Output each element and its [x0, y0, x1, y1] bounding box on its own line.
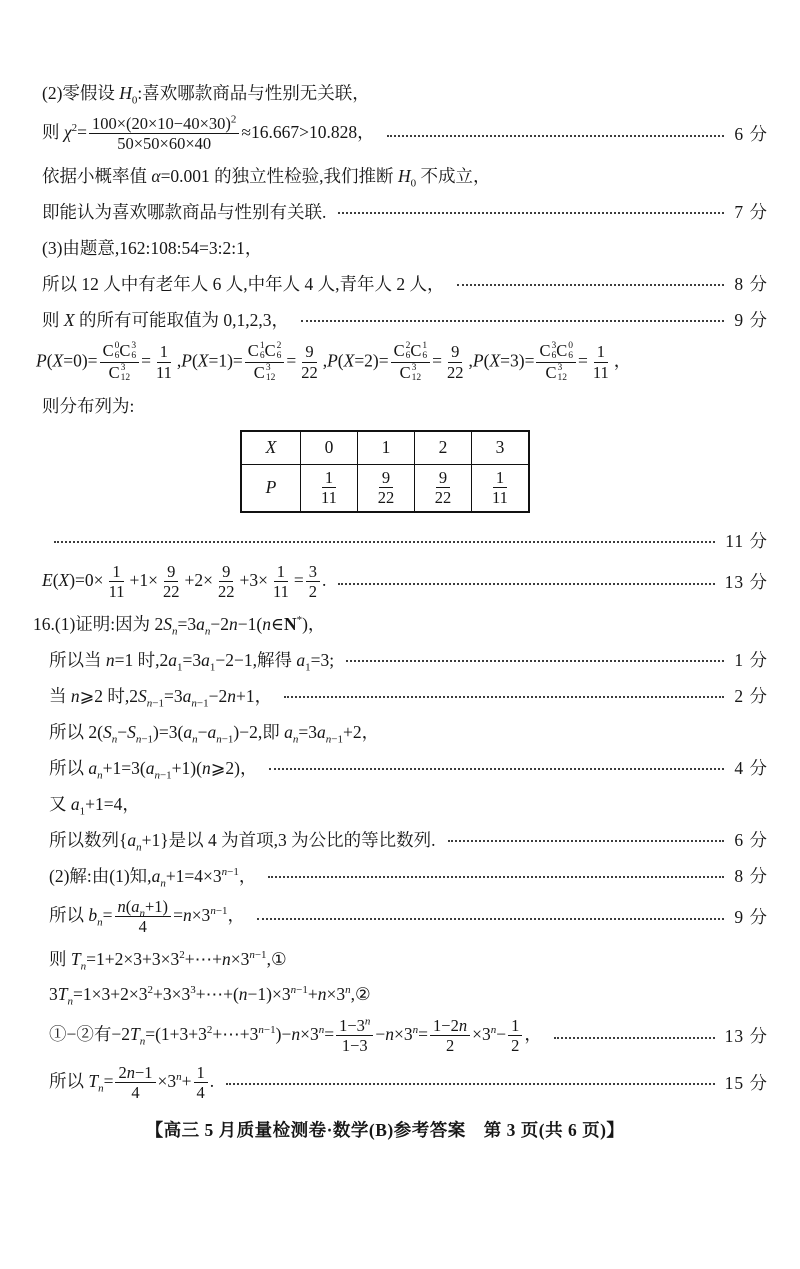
- line-text: (3)由题意,162:108:54=3:2:1，: [42, 237, 263, 258]
- page-footer: 【高三 5 月质量检测卷·数学(B)参考答案 第 3 页(共 6 页)】: [145, 1120, 625, 1141]
- line-text: 所以 $T_n=$ $\frac{2n-1}{4}$ $\times 3^n+$ $\frac{1}{4}$ .: [49, 1062, 215, 1102]
- answer-line: [0, 1016, 770, 1056]
- line-text: 当 n⩾2 时$,2S_{n-1}=3a_{n-1}-2n+1$，: [49, 685, 273, 710]
- line-text: (2)零假设 $H_0$:喜欢哪款商品与性别无关联，: [42, 83, 370, 107]
- table-cell: 2: [415, 431, 472, 465]
- score-label: 13 分: [724, 1026, 768, 1047]
- distribution-table: [240, 430, 530, 513]
- dotted-leader: [457, 284, 725, 286]
- answer-line: [0, 197, 770, 226]
- line-text: 所以 $2(S_n-S_{n-1})=3(a_n-a_{n-1})-2$,即 $a_n=3a_{n-1}+2$，: [49, 721, 380, 746]
- answer-line: [0, 1063, 770, 1103]
- answer-line: [0, 825, 770, 854]
- score-label: 6 分: [734, 124, 768, 145]
- dotted-leader: [387, 135, 725, 137]
- dotted-leader: [346, 660, 724, 662]
- line-text: 则 $\chi^2=$ $\frac{100\times(20\times 10-40\times 30)^2}{50\times 50\times 60\times 40}$ ≈16.667>10.828，: [42, 113, 375, 154]
- answer-line: [0, 753, 770, 782]
- table-cell: $\frac{9}{22}$: [415, 464, 472, 512]
- answer-line: [0, 897, 770, 937]
- score-label: 9 分: [734, 907, 768, 928]
- distribution-table-wrap: [0, 430, 770, 513]
- answer-line: [0, 269, 770, 298]
- line-text: (2)解:由(1)知$,a_n+1=4\times 3^{n-1}$，: [49, 865, 257, 890]
- line-text: 即能认为喜欢哪款商品与性别有关联.: [42, 201, 327, 222]
- dotted-leader: [338, 212, 724, 214]
- answer-line: [0, 341, 770, 384]
- score-label: 4 分: [734, 757, 768, 778]
- score-label: 8 分: [734, 273, 768, 294]
- line-text: 所以数列$\{a_n+1\}$是以 4 为首项,3 为公比的等比数列.: [49, 829, 436, 854]
- line-text: $3T_n=1\times 3+2\times 3^2+3\times 3^3+\cdots+(n-1)\times 3^{n-1}+n\times 3^n,②$: [49, 983, 371, 1008]
- line-text: 16.(1)证明:因为 $2S_n=3a_n-2n-1(n\in N^*)$，: [33, 613, 326, 638]
- line-text: P(X=0)= C 0 6 C 3 6 C 3 12 = $\frac{1}{11}$ ,P(X=1)= C 1 6 C 2 6 C 3 12 = $\frac{9}{22}$ ,P(X=2)= C 2 6 C 1 6 C 3 12 = $\frac{9}{22}$ ,P(X=3)= C 3 6 C 0 6 C 3 12 = $\frac{1}{11}$ ，: [36, 340, 632, 384]
- dotted-leader: [269, 768, 724, 770]
- table-cell: 0: [301, 431, 358, 465]
- line-text: 依据小概率值 α=0.001 的独立性检验,我们推断 $H_0$ 不成立，: [42, 165, 491, 190]
- score-label: 9 分: [734, 309, 768, 330]
- answer-line: [0, 861, 770, 890]
- score-label: 15 分: [724, 1072, 768, 1093]
- answer-line: [0, 681, 770, 710]
- table-row: [241, 464, 529, 512]
- dotted-leader: [284, 696, 724, 698]
- score-label: 2 分: [734, 685, 768, 706]
- dotted-leader: [54, 541, 715, 543]
- line-text: 则 X 的所有可能取值为 0,1,2,3，: [42, 309, 289, 330]
- answer-line: [0, 391, 770, 420]
- answer-line: [0, 562, 770, 602]
- score-label: 13 分: [724, 572, 768, 593]
- line-text: ①−②有$-2T_n=(1+3+3^2+\cdots+3^{n-1})-n\times 3^n=$ $\frac{1-3^n}{1-3}$ $-n\times 3^n=$ $\frac{1-2n}{2}$ $\times 3^n-$ $\frac{1}{2}$ ，: [49, 1015, 542, 1056]
- line-text: 则 $T_n=1+2\times 3+3\times 3^2+\cdots+n\times 3^{n-1},①$: [49, 948, 287, 973]
- score-label: 8 分: [734, 865, 768, 886]
- answer-line: [0, 980, 770, 1009]
- table-cell: 3: [472, 431, 530, 465]
- dotted-leader: [257, 918, 724, 920]
- table-cell: X: [241, 431, 301, 465]
- dotted-leader: [226, 1083, 714, 1085]
- line-text: 所以 $a_n+1=3(a_{n-1}+1)(n⩾2)$，: [49, 757, 258, 782]
- line-text: 所以 12 人中有老年人 6 人,中年人 4 人,青年人 2 人，: [42, 273, 445, 294]
- answer-line: [0, 717, 770, 746]
- line-text: 则分布列为:: [42, 395, 135, 416]
- answer-line: [0, 78, 770, 107]
- dotted-leader: [338, 583, 714, 585]
- answer-line: [0, 161, 770, 190]
- dotted-score-line: [0, 526, 770, 555]
- answer-line: [0, 114, 770, 154]
- line-text: E(X)=0× $\frac{1}{11}$ +1× $\frac{9}{22}$ +2× $\frac{9}{22}$ +3× $\frac{1}{11}$ = $\frac{3}{2}$ .: [42, 561, 327, 602]
- table-cell: $\frac{1}{11}$: [472, 464, 530, 512]
- answer-lines: [0, 78, 770, 1102]
- table-cell: P: [241, 464, 301, 512]
- answer-line: [0, 305, 770, 334]
- answer-line: [0, 609, 770, 638]
- dotted-leader: [268, 876, 724, 878]
- line-text: 所以 $b_n=$ $\frac{n(a_n+1)}{4}$ $=n\times 3^{n-1}$，: [49, 896, 246, 937]
- answer-line: [0, 233, 770, 262]
- answer-line: [0, 645, 770, 674]
- table-cell: $\frac{1}{11}$: [301, 464, 358, 512]
- answer-line: [0, 789, 770, 818]
- score-label: 1 分: [734, 649, 768, 670]
- line-text: 所以当 n=1 时$,2a_1=3a_1-2-1$,解得 $a_1=3$;: [49, 649, 335, 674]
- line-text: 又 $a_1+1=4$，: [49, 793, 140, 818]
- table-cell: 1: [358, 431, 415, 465]
- score-label: 11 分: [725, 530, 768, 551]
- table-row: [241, 431, 529, 465]
- dotted-leader: [554, 1037, 715, 1039]
- answer-line: [0, 944, 770, 973]
- score-label: 6 分: [734, 829, 768, 850]
- score-label: 7 分: [734, 201, 768, 222]
- dotted-leader: [301, 320, 724, 322]
- table-cell: $\frac{9}{22}$: [358, 464, 415, 512]
- dotted-leader: [448, 840, 725, 842]
